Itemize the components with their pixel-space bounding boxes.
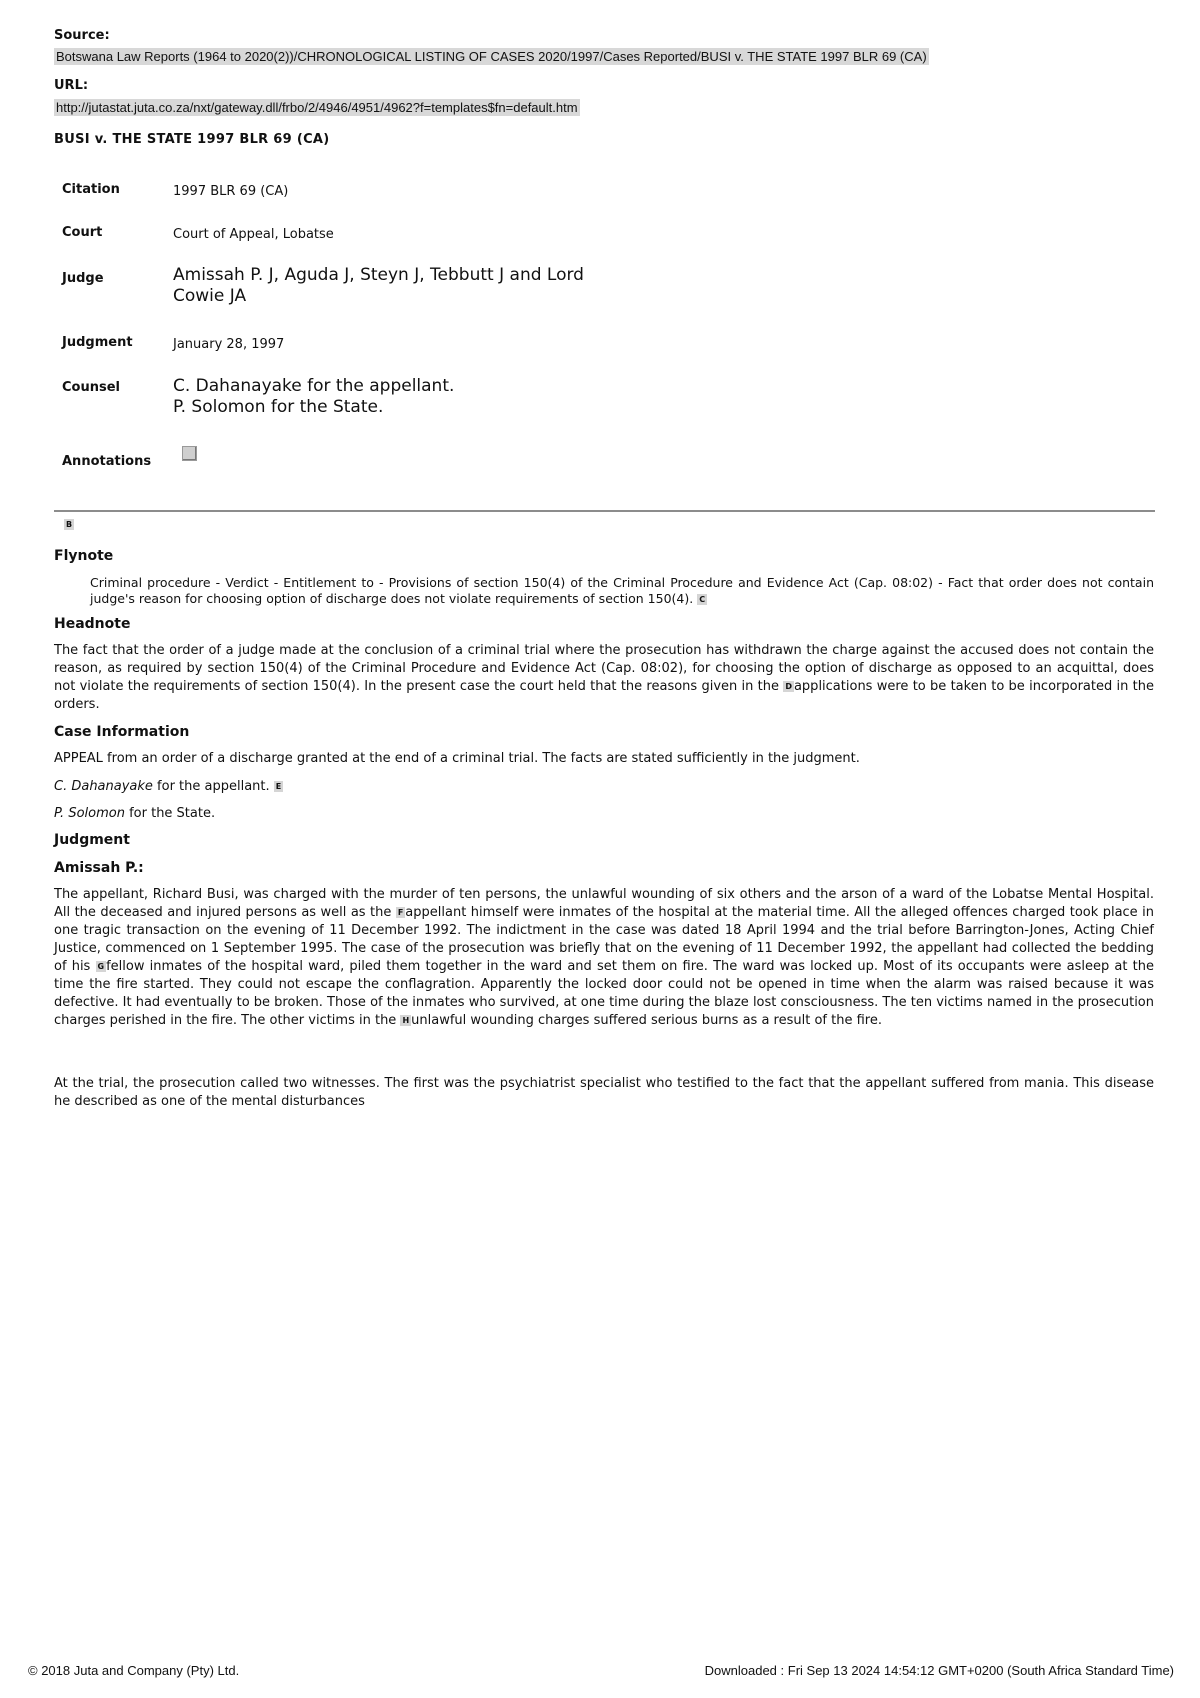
source-label: Source: xyxy=(54,28,110,43)
page-marker-d: D xyxy=(785,682,792,691)
counsel-state-line xyxy=(54,806,215,821)
counsel-appellant-role: for the appellant. xyxy=(152,779,270,794)
page-marker-h: H xyxy=(402,1016,410,1025)
case-title: BUSI v. THE STATE 1997 BLR 69 (CA) xyxy=(54,132,330,147)
counsel-appellant-name: C. Dahanayake xyxy=(54,779,153,794)
url-text: http://jutastat.juta.co.za/nxt/gateway.dll/frbo/2/4946/4951/4962?f=templates$fn=default.htm xyxy=(56,100,578,115)
court-value: Court of Appeal, Lobatse xyxy=(173,227,334,242)
headnote-part-1: The fact that the order of a judge made at the conclusion of a criminal trial where the prosecution has withdrawn the charge against the accused does not contain the reason, as required by section 150(4) of the Criminal Procedure and Evidence Act (Cap. 08:02), for choosing the option of discharge as opposed to an acquittal, does not violate the requirements of section 150(4). In the present case the court held that the reasons given in the xyxy=(54,643,1154,694)
counsel-key: Counsel xyxy=(62,380,120,395)
judgment-key: Judgment xyxy=(62,335,133,350)
citation-key: Citation xyxy=(62,182,120,197)
page-marker-f: F xyxy=(397,908,404,917)
court-key: Court xyxy=(62,225,103,240)
page-marker-c: C xyxy=(699,595,706,604)
footer-download-time: Downloaded : Fri Sep 13 2024 14:54:12 GMT+0200 (South Africa Standard Time) xyxy=(704,1663,1174,1678)
source-path-text: Botswana Law Reports (1964 to 2020(2))/CHRONOLOGICAL LISTING OF CASES 2020/1997/Cases Reported/BUSI v. THE STATE 1997 BLR 69 (CA) xyxy=(56,49,927,64)
counsel-value: C. Dahanayake for the appellant. P. Solomon for the State. xyxy=(173,376,455,417)
page-marker-e: E xyxy=(275,782,282,791)
judge-value: Amissah P. J, Aguda J, Steyn J, Tebbutt J and Lord Cowie JA xyxy=(173,265,584,306)
counsel-appellant-line xyxy=(54,779,283,794)
annotations-checkbox[interactable] xyxy=(182,446,197,461)
p1-part-4: unlawful wounding charges suffered serious burns as a result of the fire. xyxy=(411,1013,882,1028)
source-path xyxy=(54,46,929,65)
annotations-key: Annotations xyxy=(62,454,152,469)
judgment-paragraph-1 xyxy=(54,886,1154,1030)
headnote-text xyxy=(54,642,1154,714)
p1-part-3: fellow inmates of the hospital ward, piled them together in the ward and set them on fire. The ward was locked up. Most of its occupants were asleep at the time the fire started. They could not escape the conflagration. Apparently the locked door could not be opened in time when the alarm was raised because it was defective. It had eventually to be broken. Those of the inmates who survived, at one time during the blaze lost consciousness. The ten victims named in the prosecution charges perished in the fire. The other victims in the xyxy=(54,959,1154,1028)
page-marker-g: G xyxy=(97,962,105,971)
case-info-text: APPEAL from an order of a discharge granted at the end of a criminal trial. The facts are stated sufficiently in the judgment. xyxy=(54,751,860,766)
flynote-heading: Flynote xyxy=(54,548,114,564)
counsel-state-role: for the State. xyxy=(124,806,216,821)
headnote-part-2: applications were to be taken to be incorporated in the orders. xyxy=(54,679,1154,712)
judgment-paragraph-2: At the trial, the prosecution called two witnesses. The first was the psychiatrist specialist who testified to the fact that the appellant suffered from mania. This disease he described as one of the mental disturbances xyxy=(54,1076,1154,1109)
judgment-value: January 28, 1997 xyxy=(173,337,285,352)
p1-part-2: appellant himself were inmates of the hospital at the material time. All the alleged offences charged took place in one tragic transaction on the evening of 11 December 1992. The indictment in the case was dated 18 April 1994 and the trial before Barrington-Jones, Acting Chief Justice, commenced on 1 September 1995. The case of the prosecution was briefly that on the evening of 11 December 1992, the appellant had collected the bedding of his xyxy=(54,905,1154,974)
url-label: URL: xyxy=(54,78,89,93)
case-info-heading: Case Information xyxy=(54,724,190,740)
page-marker-b: B xyxy=(66,520,73,529)
judgment-heading: Judgment xyxy=(54,832,130,848)
p1-part-1: The appellant, Richard Busi, was charged with the murder of ten persons, the unlawful wounding of six others and the arson of a ward of the Lobatse Mental Hospital. All the deceased and injured persons as well as the xyxy=(54,887,1154,920)
divider xyxy=(54,510,1155,512)
judge-heading: Amissah P.: xyxy=(54,860,144,876)
flynote-body: Criminal procedure - Verdict - Entitlement to - Provisions of section 150(4) of the Criminal Procedure and Evidence Act (Cap. 08:02) - Fact that order does not contain judge's reason for choosing option of discharge does not violate requirements of section 150(4). xyxy=(90,575,1154,606)
headnote-heading: Headnote xyxy=(54,616,131,632)
footer-copyright: © 2018 Juta and Company (Pty) Ltd. xyxy=(28,1663,240,1678)
judge-key: Judge xyxy=(62,271,104,286)
counsel-state-name: P. Solomon xyxy=(54,806,125,821)
flynote-text xyxy=(90,575,1154,607)
citation-value: 1997 BLR 69 (CA) xyxy=(173,184,289,199)
url-field xyxy=(54,97,580,116)
